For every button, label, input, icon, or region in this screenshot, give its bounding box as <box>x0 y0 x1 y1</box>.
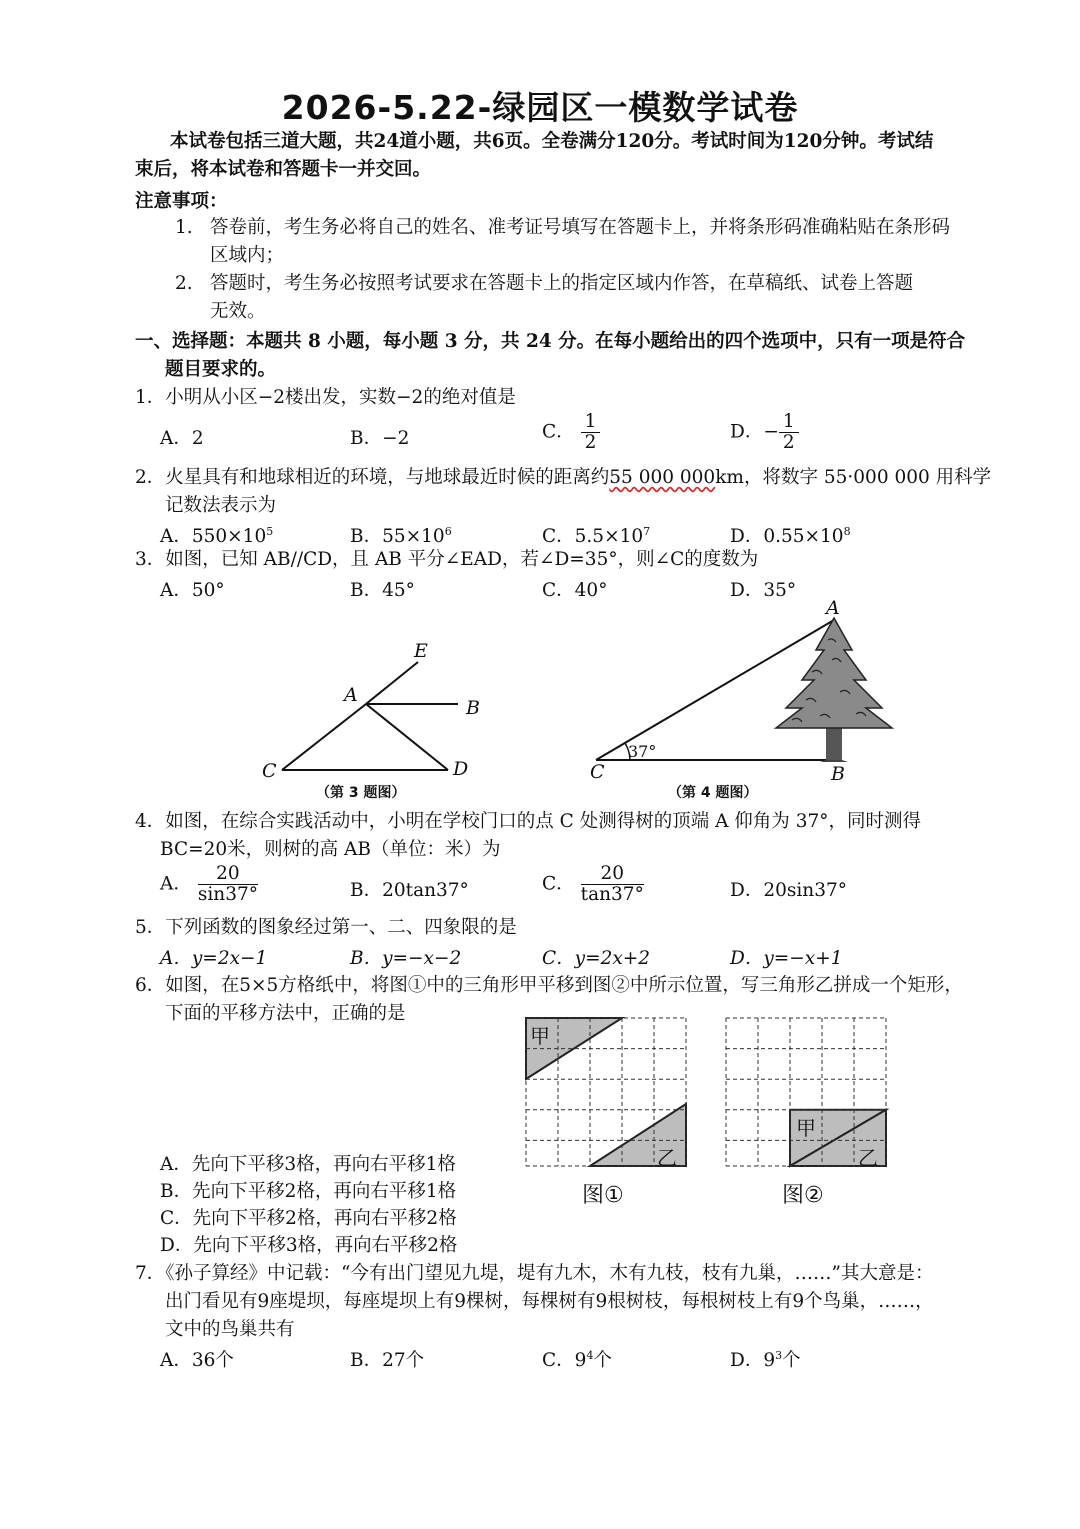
q7-option-d-base: D．9 <box>730 1350 776 1371</box>
q1-option-c <box>542 412 600 453</box>
q2-option-a-exp: 5 <box>266 524 274 538</box>
q6-fig1-caption: 图① <box>582 1183 624 1208</box>
q4-option-b: B．20tan37° <box>350 880 469 901</box>
q6-fig1-label-yi: 乙 <box>657 1146 677 1170</box>
q1-c-denominator: 2 <box>584 432 597 453</box>
q6-option-a: A．先向下平移3格，再向右平移1格 <box>160 1154 456 1175</box>
section-1-heading: 一、选择题：本题共 8 小题，每小题 3 分，共 24 分。在每小题给出的四个选项中，只有一项是符合 <box>135 331 966 352</box>
q4-c-numerator: 20 <box>581 864 644 885</box>
q3-label-e: E <box>414 640 428 662</box>
q2-option-c-base: C．5.5×10 <box>542 526 644 547</box>
notice-2-num: 2. <box>175 273 193 294</box>
q6-option-d: D．先向下平移3格，再向右平移2格 <box>160 1235 458 1256</box>
q7-stem-line-3: 文中的鸟巢共有 <box>165 1319 295 1340</box>
q1-option-b: B．−2 <box>350 428 410 449</box>
q6-fig2-label-yi: 乙 <box>858 1146 878 1170</box>
notice-1-line-2: 区域内； <box>210 245 285 266</box>
q2-option-c-exp: 7 <box>643 524 651 538</box>
q2-stem <box>135 464 991 492</box>
q2-option-d-exp: 8 <box>843 524 851 538</box>
q4-a-numerator: 20 <box>198 864 258 885</box>
q2-option-b-base: B．55×10 <box>350 526 445 547</box>
q7-option-d-unit: 个 <box>782 1350 801 1371</box>
q6-option-b: B．先向下平移2格，再向右平移1格 <box>160 1181 457 1202</box>
q1-option-a: A．2 <box>160 428 204 449</box>
q3-option-b: B．45° <box>350 580 415 601</box>
q3-label-b: B <box>466 697 480 719</box>
q6-stem-line-2: 下面的平移方法中，正确的是 <box>165 1003 406 1024</box>
q7-option-b: B．27个 <box>350 1350 425 1371</box>
q7-stem-line-1: 7．《孙子算经》中记载：“今有出门望见九堤，堤有九木，木有九枝，枝有九巢，……”其大意是： <box>135 1263 934 1284</box>
q4-option-c <box>542 864 644 905</box>
q4-c-denominator: tan37° <box>580 884 644 905</box>
q2-option-d <box>730 522 851 548</box>
q5-option-a: A．y=2x−1 <box>160 948 268 969</box>
q7-stem-line-2: 出门看见有9座堤坝，每座堤坝上有9棵树，每棵树有9根树枝，每根树枝上有9个鸟巢，……， <box>165 1291 934 1312</box>
q1-c-numerator: 1 <box>581 412 601 433</box>
q2-option-a <box>160 522 273 548</box>
q7-option-c <box>542 1346 612 1372</box>
intro-line-2: 束后，将本试卷和答题卡一并交回。 <box>135 159 432 180</box>
q4-label-b: B <box>831 763 845 785</box>
q1-option-d-label: D．− <box>730 421 779 443</box>
notice-2-line-1: 答题时，考生务必按照考试要求在答题卡上的指定区域内作答，在草稿纸、试卷上答题 <box>210 273 914 294</box>
q4-a-denominator: sin37° <box>197 884 258 905</box>
q1-stem: 1．小明从小区−2楼出发，实数−2的绝对值是 <box>135 387 516 408</box>
q7-option-c-unit: 个 <box>593 1350 612 1371</box>
q3-figure-caption: （第 3 题图） <box>316 785 406 801</box>
q4-stem-line-2: BC=20米，则树的高 AB（单位：米）为 <box>160 839 501 860</box>
q3-line-ae <box>366 662 418 704</box>
q4-label-a: A <box>826 597 840 619</box>
q5-stem: 5．下列函数的图象经过第一、二、四象限的是 <box>135 917 517 938</box>
q6-stem-line-1: 6．如图，在5×5方格纸中，将图①中的三角形甲平移到图②中所示位置，写三角形乙拼成一个矩形， <box>135 975 963 996</box>
q4-option-d: D．20sin37° <box>730 880 847 901</box>
q3-label-d: D <box>453 758 469 780</box>
q3-label-a: A <box>344 684 358 706</box>
q2-stem-pre: 2．火星具有和地球相近的环境，与地球最近时候的距离约 <box>135 467 610 488</box>
q4-line-ca <box>596 620 834 760</box>
q2-stem-number: 55 000 000 <box>609 467 716 488</box>
q6-option-c: C．先向下平移2格，再向右平移2格 <box>160 1208 457 1229</box>
tree-icon <box>776 618 892 762</box>
notice-heading: 注意事项： <box>135 191 228 212</box>
q6-fig1-label-jia: 甲 <box>530 1024 550 1048</box>
q5-option-c: C．y=2x+2 <box>542 948 651 969</box>
q1-option-d <box>730 412 799 453</box>
q3-stem: 3．如图，已知 AB//CD，且 AB 平分∠EAD，若∠D=35°，则∠C的度数为 <box>135 549 759 570</box>
q5-option-b: B．y=−x−2 <box>350 948 462 969</box>
q7-option-d <box>730 1346 801 1372</box>
q2-stem-line-2: 记数法表示为 <box>165 495 277 516</box>
q1-option-c-label: C． <box>542 421 575 443</box>
q7-option-d-exp: 3 <box>775 1348 783 1362</box>
q4-figure-caption: （第 4 题图） <box>668 785 758 801</box>
q2-option-b <box>350 522 452 548</box>
q1-d-denominator: 2 <box>782 432 795 453</box>
notice-1-num: 1. <box>175 217 193 238</box>
q7-option-c-base: C．9 <box>542 1350 587 1371</box>
q4-angle-label: 37° <box>628 742 657 761</box>
page-title: 2026-5.22-绿园区一模数学试卷 <box>281 88 799 127</box>
q3-option-c: C．40° <box>542 580 608 601</box>
q2-option-b-exp: 6 <box>444 524 452 538</box>
q3-line-ca <box>282 704 366 770</box>
q4-stem-line-1: 4．如图，在综合实践活动中，小明在学校门口的点 C 处测得树的顶端 A 仰角为 37°，同时测得 <box>135 811 921 832</box>
q2-stem-post: km，将数字 55·000 000 用科学 <box>715 467 992 488</box>
q3-label-c: C <box>262 760 277 782</box>
q4-option-a-label: A． <box>160 873 192 895</box>
q2-option-c <box>542 522 650 548</box>
q7-option-a: A．36个 <box>160 1350 234 1371</box>
q5-option-d: D．y=−x+1 <box>730 948 843 969</box>
notice-1-line-1: 答卷前，考生务必将自己的姓名、准考证号填写在答题卡上，并将条形码准确粘贴在条形码 <box>210 217 951 238</box>
q4-option-c-label: C． <box>542 873 575 895</box>
q3-option-a: A．50° <box>160 580 225 601</box>
q3-option-d: D．35° <box>730 580 797 601</box>
q1-d-numerator: 1 <box>779 412 799 433</box>
q4-label-c: C <box>590 761 605 783</box>
q4-option-a <box>160 864 258 905</box>
q6-fig2-caption: 图② <box>782 1183 824 1208</box>
notice-2-line-2: 无效。 <box>210 301 266 322</box>
q3-line-ad <box>366 704 448 770</box>
intro-line-1: 本试卷包括三道大题，共24道小题，共6页。全卷满分120分。考试时间为120分钟。考试结 <box>170 131 934 152</box>
q6-fig2-label-jia: 甲 <box>796 1116 816 1140</box>
q2-option-d-base: D．0.55×10 <box>730 526 844 547</box>
q7-option-c-exp: 4 <box>586 1348 594 1362</box>
q2-option-a-base: A．550×10 <box>160 526 267 547</box>
section-1-heading-2: 题目要求的。 <box>165 359 277 380</box>
